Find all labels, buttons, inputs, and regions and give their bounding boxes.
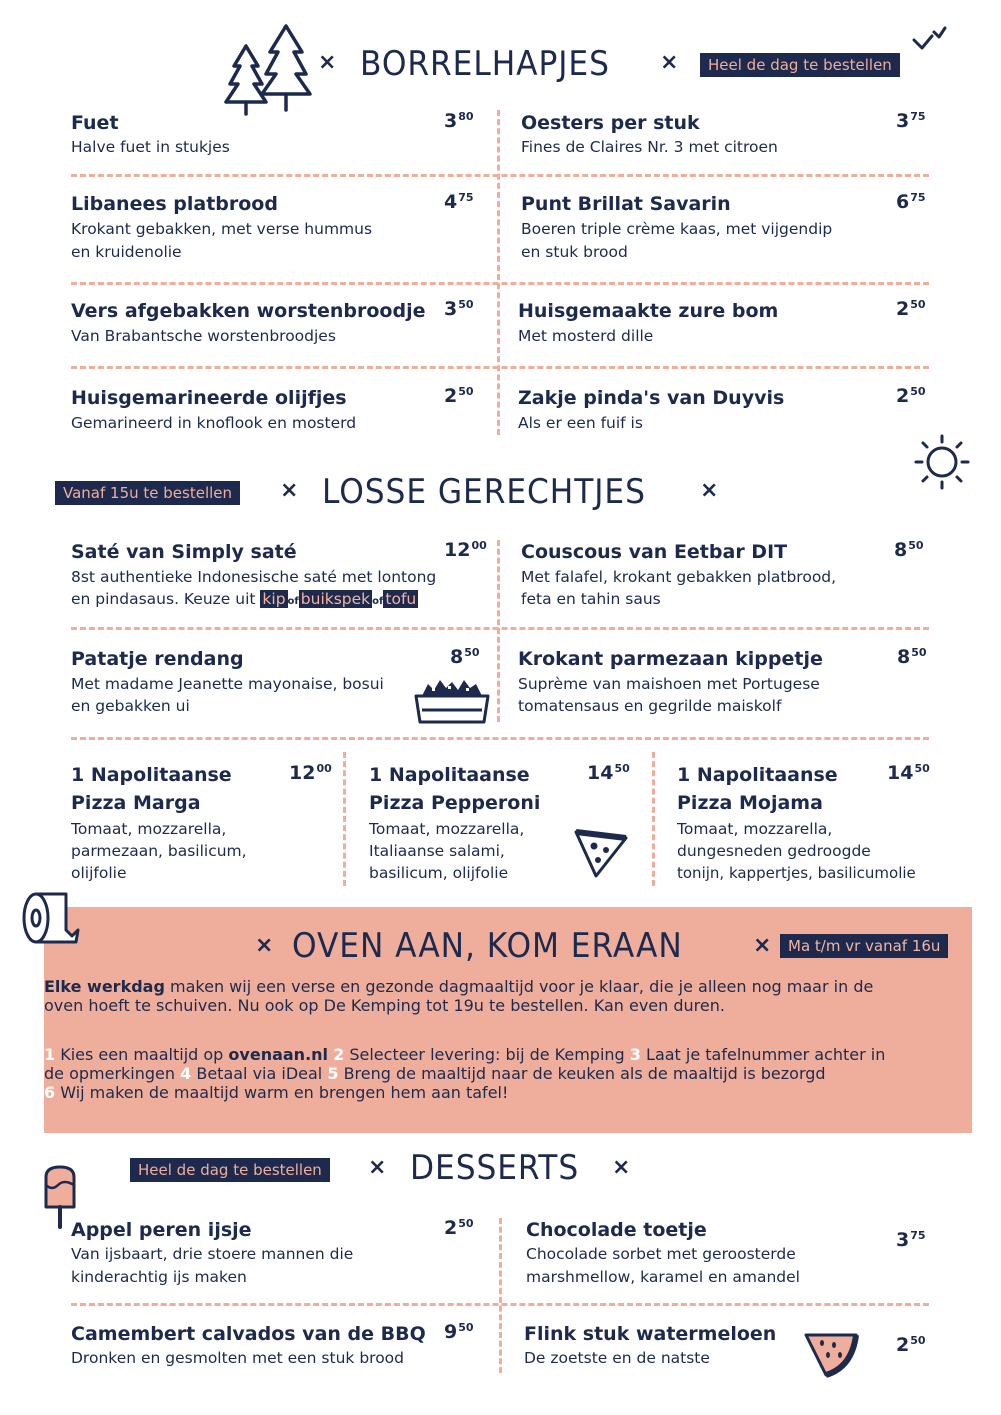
item-desc: tonijn, kappertjes, basilicumolie	[677, 864, 916, 882]
separator-x: ×	[368, 1155, 387, 1180]
item-price: $4^{75}$	[444, 191, 474, 213]
item-desc: en gebakken ui	[71, 697, 190, 715]
badge-desserts: Heel de dag te bestellen	[130, 1158, 330, 1182]
item-desc: Met falafel, krokant gebakken platbrood,	[521, 568, 837, 586]
item-name: Oesters per stuk	[521, 112, 700, 134]
pizza-name-line2: Pizza Mojama	[677, 792, 823, 814]
separator-x: ×	[255, 933, 274, 958]
item-desc: parmezaan, basilicum,	[71, 842, 247, 860]
item-desc: Dronken en gesmolten met een stuk brood	[71, 1349, 404, 1367]
pizza-name-line1: 1 Napolitaanse	[369, 764, 530, 786]
item-desc: Van ijsbaart, drie stoere mannen die	[71, 1245, 354, 1263]
item-desc: Gemarineerd in knoflook en mosterd	[71, 414, 357, 432]
row-divider	[71, 627, 929, 630]
item-desc: kinderachtig ijs maken	[71, 1268, 247, 1286]
badge-losse-gerechtjes: Vanaf 15u te bestellen	[55, 481, 240, 505]
item-desc: dungesneden gedroogde	[677, 842, 871, 860]
item-desc: feta en tahin saus	[521, 590, 661, 608]
pizza-name-line2: Pizza Marga	[71, 792, 201, 814]
toilet-roll-icon	[20, 890, 82, 948]
item-price: $6^{75}$	[896, 191, 926, 213]
item-name: Saté van Simply saté	[71, 541, 297, 563]
item-name: Krokant parmezaan kippetje	[518, 648, 823, 670]
item-name: Vers afgebakken worstenbroodje	[71, 300, 426, 322]
item-name: Zakje pinda's van Duyvis	[518, 387, 785, 409]
item-price: $3^{75}$	[896, 110, 926, 132]
separator-x: ×	[753, 933, 772, 958]
item-price: $3^{75}$	[896, 1229, 926, 1251]
item-price: $3^{80}$	[444, 110, 474, 132]
item-name: Patatje rendang	[71, 648, 244, 670]
item-name: Huisgemaakte zure bom	[518, 300, 779, 322]
item-name: Flink stuk watermeloen	[524, 1323, 777, 1345]
item-price: $12^{00}$	[289, 762, 332, 784]
oven-intro: Elke werkdag maken wij een verse en gezonde dagmaaltijd voor je klaar, die je alleen nog maar in de oven hoeft te schuiven. Nu ook op De Kemping tot 19u te bestellen. Kan even duren.	[44, 977, 874, 1015]
item-price: $8^{50}$	[897, 646, 927, 668]
ovenaan-link[interactable]: ovenaan.nl	[228, 1045, 329, 1064]
item-price: $2^{50}$	[444, 385, 474, 407]
item-desc: en stuk brood	[521, 243, 628, 261]
item-desc: Italiaanse salami,	[369, 842, 505, 860]
birds-icon	[912, 24, 948, 52]
item-desc: tomatensaus en gegrilde maiskolf	[518, 697, 782, 715]
item-desc: Halve fuet in stukjes	[71, 138, 230, 156]
item-desc: Krokant gebakken, met verse hummus	[71, 220, 373, 238]
item-desc: basilicum, olijfolie	[369, 864, 509, 882]
item-desc: olijfolie	[71, 864, 127, 882]
row-divider	[71, 737, 929, 740]
item-desc: Suprème van maishoen met Portugese	[518, 675, 820, 693]
column-divider	[497, 110, 500, 435]
item-price: $3^{50}$	[444, 298, 474, 320]
item-desc: Met madame Jeanette mayonaise, bosui	[71, 675, 384, 693]
item-desc: Als er een fuif is	[518, 414, 643, 432]
separator-x: ×	[660, 50, 679, 75]
option-tofu: tofu	[385, 590, 417, 608]
column-divider	[499, 1218, 502, 1373]
item-price: $14^{50}$	[887, 762, 930, 784]
badge-oven-aan: Ma t/m vr vanaf 16u	[780, 934, 948, 958]
item-desc: De zoetste en de natste	[524, 1349, 710, 1367]
column-divider	[343, 752, 346, 886]
item-desc: Chocolade sorbet met geroosterde	[526, 1245, 796, 1263]
item-name: Camembert calvados van de BBQ	[71, 1323, 426, 1345]
badge-borrelhapjes: Heel de dag te bestellen	[700, 53, 900, 77]
watermelon-icon	[802, 1327, 860, 1379]
item-price: $12^{00}$	[444, 539, 487, 561]
item-name: Appel peren ijsje	[71, 1219, 252, 1241]
row-divider	[71, 1303, 929, 1306]
item-price: $2^{50}$	[896, 1334, 926, 1356]
pizza-slice-icon	[572, 826, 630, 880]
section-title-oven-aan: OVEN AAN, KOM ERAAN	[292, 926, 683, 966]
item-price: $8^{50}$	[450, 646, 480, 668]
item-price: $2^{50}$	[444, 1217, 474, 1239]
section-title-desserts: DESSERTS	[410, 1148, 580, 1188]
section-title-losse-gerechtjes: LOSSE GERECHTJES	[322, 472, 646, 512]
item-desc: marshmellow, karamel en amandel	[526, 1268, 800, 1286]
item-name: Libanees platbrood	[71, 193, 278, 215]
pizza-name-line2: Pizza Pepperoni	[369, 792, 541, 814]
column-divider	[497, 540, 500, 722]
item-desc: Fines de Claires Nr. 3 met citroen	[521, 138, 778, 156]
item-name: Huisgemarineerde olijfjes	[71, 387, 347, 409]
item-desc: Tomaat, mozzarella,	[677, 820, 833, 838]
column-divider	[652, 752, 655, 886]
separator-x: ×	[700, 478, 719, 503]
item-price: $2^{50}$	[896, 385, 926, 407]
separator-x: ×	[612, 1155, 631, 1180]
pizza-name-line1: 1 Napolitaanse	[677, 764, 838, 786]
separator-x: ×	[318, 50, 337, 75]
item-name: Fuet	[71, 112, 119, 134]
item-desc: Tomaat, mozzarella,	[71, 820, 227, 838]
item-desc: 8st authentieke Indonesische saté met lontong	[71, 568, 437, 586]
item-desc-options: en pindasaus. Keuze uit kip of buikspek of tofu	[71, 590, 417, 608]
item-name: Punt Brillat Savarin	[521, 193, 731, 215]
item-desc: Boeren triple crème kaas, met vijgendip	[521, 220, 833, 238]
item-name: Couscous van Eetbar DIT	[521, 541, 788, 563]
item-price: $2^{50}$	[896, 298, 926, 320]
item-price: $8^{50}$	[894, 539, 924, 561]
item-desc: Met mosterd dille	[518, 327, 654, 345]
item-price: $14^{50}$	[587, 762, 630, 784]
row-divider	[71, 366, 929, 369]
option-buikspek: buikspek	[300, 590, 371, 608]
item-desc: Van Brabantsche worstenbroodjes	[71, 327, 336, 345]
item-price: $9^{50}$	[444, 1321, 474, 1343]
option-kip: kip	[262, 590, 286, 608]
row-divider	[71, 282, 929, 285]
row-divider	[71, 174, 929, 177]
oven-steps: 1 Kies een maaltijd op ovenaan.nl 2 Selecteer levering: bij de Kemping 3 Laat je tafelnummer achter in de opmerkingen 4 Betaal via iDeal 5 Breng de maaltijd naar de keuken als de maaltijd is bezorgd 6 Wij maken de maaltijd warm en brengen hem aan tafel!	[44, 1045, 886, 1102]
section-title-borrelhapjes: BORRELHAPJES	[360, 44, 610, 84]
item-name: Chocolade toetje	[526, 1219, 707, 1241]
separator-x: ×	[280, 478, 299, 503]
pine-trees-icon	[222, 22, 312, 116]
item-desc: en kruidenolie	[71, 243, 182, 261]
fries-tray-icon	[414, 676, 490, 726]
sun-icon	[912, 432, 972, 492]
pizza-name-line1: 1 Napolitaanse	[71, 764, 232, 786]
item-desc: Tomaat, mozzarella,	[369, 820, 525, 838]
